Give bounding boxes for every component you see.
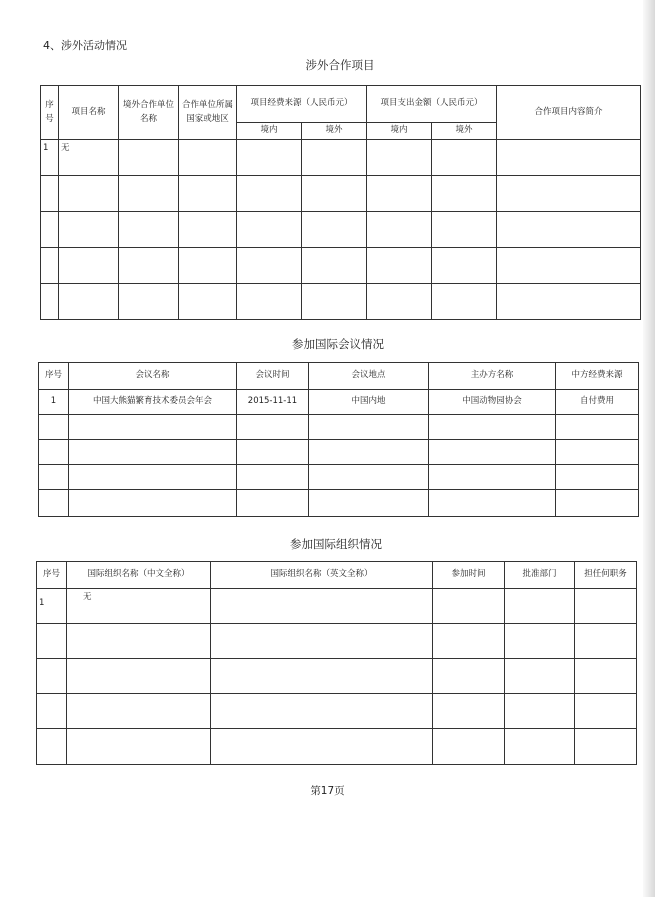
table-cell	[179, 212, 237, 248]
table-cell	[497, 284, 641, 320]
table-cell	[59, 284, 119, 320]
intl-conferences-caption: 参加国际会议情况	[292, 337, 384, 351]
table-cell	[211, 589, 433, 624]
table-cell	[179, 284, 237, 320]
header-funding: 中方经费来源	[556, 363, 639, 390]
row-seq: 1	[37, 589, 67, 624]
table-cell	[37, 694, 67, 729]
row-project-name: 无	[59, 140, 119, 176]
table-cell	[367, 140, 432, 176]
header-summary-text: 合作项目内容简介	[534, 106, 603, 117]
header-seq: 序号	[39, 363, 69, 390]
table-cell	[119, 140, 179, 176]
table-cell	[41, 176, 59, 212]
table-cell	[497, 212, 641, 248]
header-summary	[497, 86, 641, 140]
table-row	[39, 415, 639, 440]
header-foreign-unit	[119, 86, 179, 140]
header-position: 担任何职务	[575, 562, 637, 589]
table-cell	[69, 440, 237, 465]
header-expenditure-text: 项目支出金额（人民币元）	[380, 98, 483, 109]
table-cell	[119, 176, 179, 212]
intl-conferences-table	[38, 362, 639, 517]
table-cell	[237, 284, 302, 320]
header-seq-text: 序号	[45, 100, 54, 124]
table-cell	[505, 659, 575, 694]
header-foreign-unit-text: 境外合作单位名称	[122, 100, 174, 124]
table-cell	[302, 176, 367, 212]
header-funding-source	[237, 86, 367, 123]
table-cell	[497, 248, 641, 284]
table-cell	[556, 465, 639, 490]
table-cell	[119, 212, 179, 248]
table-cell	[497, 140, 641, 176]
header-project-name-text: 项目名称	[71, 106, 106, 117]
table-cell	[237, 248, 302, 284]
header-join-time: 参加时间	[433, 562, 505, 589]
table-row	[41, 284, 641, 320]
table-cell	[211, 694, 433, 729]
table-cell	[433, 589, 505, 624]
table-cell	[432, 140, 497, 176]
page-number: 第17页	[310, 785, 345, 797]
table-cell	[211, 729, 433, 765]
intl-orgs-caption: 参加国际组织情况	[290, 537, 382, 551]
row-funding: 自付费用	[556, 390, 639, 415]
row-seq: 1	[41, 140, 59, 176]
table-row	[39, 465, 639, 490]
table-cell	[302, 248, 367, 284]
row-seq: 1	[39, 390, 69, 415]
table-cell	[505, 589, 575, 624]
table-cell	[179, 140, 237, 176]
table-cell	[59, 248, 119, 284]
table-cell	[367, 212, 432, 248]
table-cell	[432, 176, 497, 212]
table-cell	[432, 212, 497, 248]
table-cell	[59, 212, 119, 248]
table-row	[39, 490, 639, 517]
table-cell	[302, 140, 367, 176]
table-cell	[497, 176, 641, 212]
table-cell	[119, 284, 179, 320]
header-org-name-en: 国际组织名称（英文全称）	[211, 562, 433, 589]
table-cell	[179, 176, 237, 212]
table-cell	[433, 694, 505, 729]
table-cell	[309, 440, 429, 465]
table-row	[39, 390, 639, 415]
table-cell	[556, 490, 639, 517]
table-row	[37, 729, 637, 765]
table-cell	[119, 248, 179, 284]
row-org-name-cn: 无	[67, 589, 211, 624]
table-cell	[39, 415, 69, 440]
header-seq: 序号	[37, 562, 67, 589]
table-row	[39, 440, 639, 465]
row-organizer: 中国动物园协会	[429, 390, 556, 415]
header-expenditure	[367, 86, 497, 123]
table-cell	[433, 624, 505, 659]
table-cell	[37, 659, 67, 694]
table-cell	[237, 440, 309, 465]
table-cell	[39, 440, 69, 465]
header-funding-source-text: 项目经费来源（人民币元）	[250, 98, 353, 109]
table-cell	[556, 415, 639, 440]
table-cell	[237, 415, 309, 440]
table-cell	[432, 284, 497, 320]
table-cell	[67, 624, 211, 659]
table-row	[41, 176, 641, 212]
table-cell	[505, 694, 575, 729]
header-funding-domestic: 境内	[237, 123, 302, 140]
table-cell	[41, 284, 59, 320]
table-cell	[575, 624, 637, 659]
table-cell	[41, 212, 59, 248]
row-conference-location: 中国内地	[309, 390, 429, 415]
table-cell	[309, 415, 429, 440]
header-country-text: 合作单位所属国家或地区	[181, 100, 233, 124]
table-row	[37, 589, 637, 624]
row-conference-time: 2015-11-11	[237, 390, 309, 415]
table-cell	[67, 694, 211, 729]
table-cell	[211, 624, 433, 659]
foreign-projects-table	[40, 85, 641, 320]
table-cell	[309, 465, 429, 490]
table-cell	[505, 624, 575, 659]
table-cell	[39, 465, 69, 490]
header-organizer: 主办方名称	[429, 363, 556, 390]
table-cell	[37, 624, 67, 659]
header-conference-location: 会议地点	[309, 363, 429, 390]
table-cell	[556, 440, 639, 465]
table-cell	[37, 729, 67, 765]
table-cell	[429, 440, 556, 465]
table-cell	[433, 659, 505, 694]
table-cell	[69, 415, 237, 440]
header-expenditure-domestic: 境内	[367, 123, 432, 140]
table-cell	[367, 284, 432, 320]
table-row	[41, 140, 641, 176]
table-cell	[429, 465, 556, 490]
table-cell	[237, 140, 302, 176]
table-cell	[433, 729, 505, 765]
table-cell	[302, 212, 367, 248]
table-cell	[575, 729, 637, 765]
table-cell	[67, 729, 211, 765]
table-cell	[59, 176, 119, 212]
table-cell	[67, 659, 211, 694]
table-row	[37, 694, 637, 729]
table-cell	[237, 176, 302, 212]
section-heading: 4、涉外活动情况	[43, 39, 127, 52]
header-country	[179, 86, 237, 140]
header-conference-time: 会议时间	[237, 363, 309, 390]
table-cell	[575, 694, 637, 729]
table-cell	[179, 248, 237, 284]
header-expenditure-overseas: 境外	[432, 123, 497, 140]
table-cell	[69, 490, 237, 517]
table-cell	[237, 465, 309, 490]
header-project-name	[59, 86, 119, 140]
table-cell	[575, 659, 637, 694]
table-cell	[39, 490, 69, 517]
table-cell	[429, 490, 556, 517]
row-conference-name: 中国大熊猫繁育技术委员会年会	[69, 390, 237, 415]
table-cell	[237, 490, 309, 517]
intl-orgs-table	[36, 561, 637, 765]
header-conference-name: 会议名称	[69, 363, 237, 390]
page-edge-shadow	[643, 0, 655, 897]
table-cell	[432, 248, 497, 284]
table-cell	[575, 589, 637, 624]
table-cell	[309, 490, 429, 517]
table-cell	[41, 248, 59, 284]
header-funding-overseas: 境外	[302, 123, 367, 140]
table-cell	[367, 248, 432, 284]
table-cell	[211, 659, 433, 694]
table-row	[41, 248, 641, 284]
table-cell	[302, 284, 367, 320]
header-approving-dept: 批准部门	[505, 562, 575, 589]
table-cell	[237, 212, 302, 248]
header-seq	[41, 86, 59, 140]
header-org-name-cn: 国际组织名称（中文全称）	[67, 562, 211, 589]
table-cell	[429, 415, 556, 440]
table-row	[37, 624, 637, 659]
table-row	[41, 212, 641, 248]
table-cell	[505, 729, 575, 765]
table-cell	[69, 465, 237, 490]
table-cell	[367, 176, 432, 212]
table-row	[37, 659, 637, 694]
foreign-projects-caption: 涉外合作项目	[305, 58, 375, 72]
